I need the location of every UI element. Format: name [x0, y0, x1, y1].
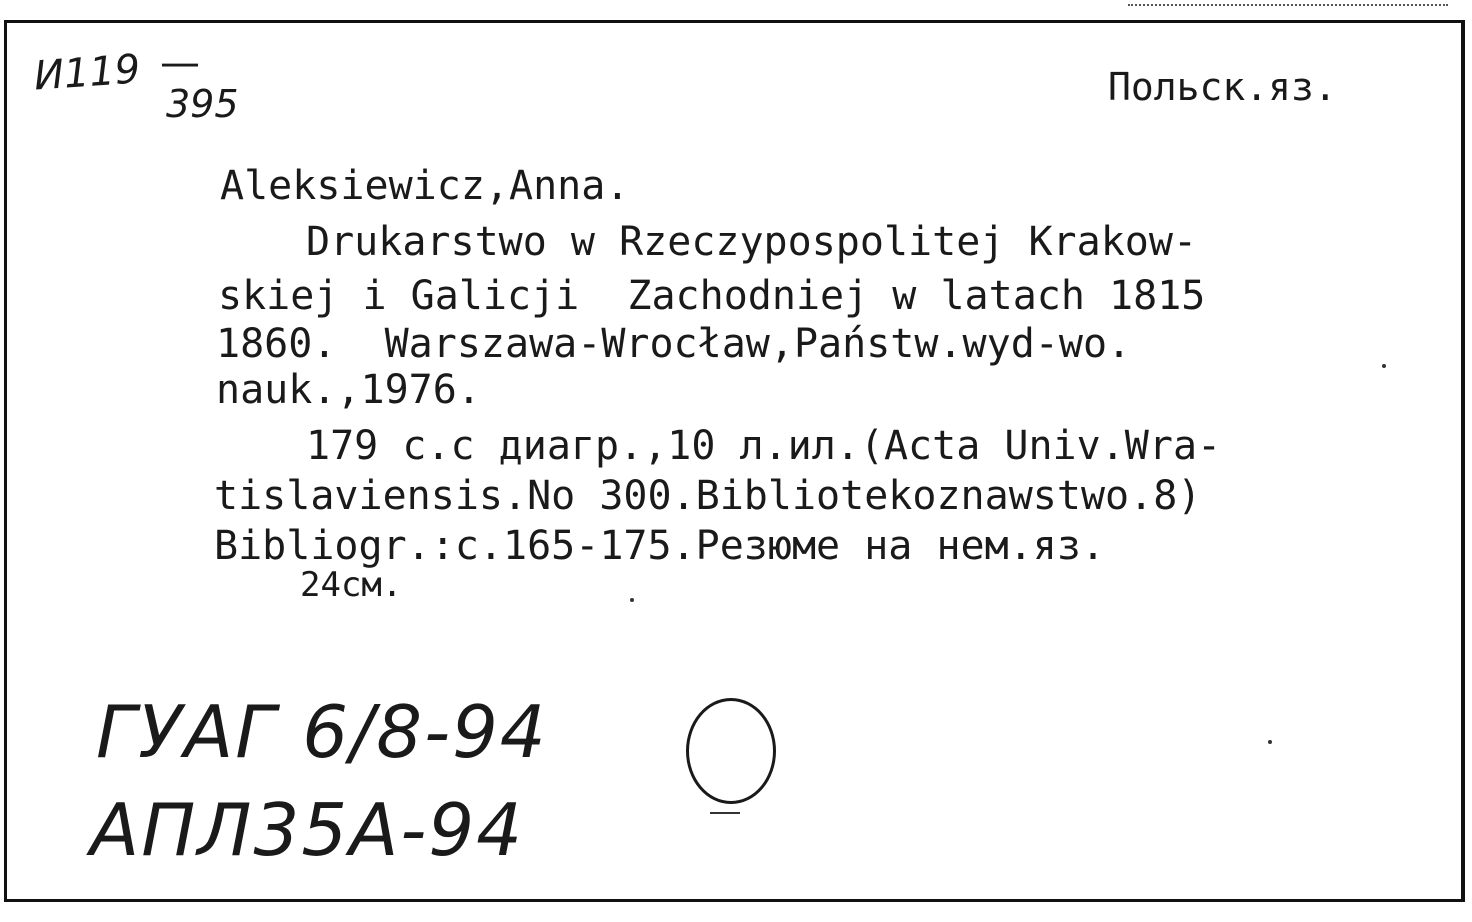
- card-top-edge-dots: [1128, 4, 1448, 6]
- stray-dot: [630, 598, 634, 602]
- title-line-1: Drukarstwo w Rzeczypospolitej Krakow-: [306, 219, 1198, 265]
- description-line-3: Bibliogr.:с.165-175.Резюме на нем.яз.: [214, 523, 1106, 569]
- language-note: Польск.яз.: [1108, 65, 1337, 109]
- stray-dot: [1268, 740, 1272, 744]
- handwritten-note-2: АПЛ35А-94: [90, 788, 525, 872]
- description-line-2: tislaviensis.No 300.Bibliotekoznawstwo.8): [214, 473, 1202, 519]
- call-number-fraction-line: —: [160, 40, 200, 86]
- description-line-4: 24см.: [300, 565, 403, 605]
- call-number-main: И119: [32, 46, 142, 100]
- title-line-4: nauk.,1976.: [216, 367, 481, 413]
- author-heading: Aleksiewicz,Anna.: [220, 163, 630, 209]
- stray-dot: [1382, 364, 1386, 368]
- handwritten-note-1: ГУАГ 6/8-94: [96, 690, 548, 774]
- call-number-denominator: 395: [166, 82, 239, 126]
- circle-mark: [686, 698, 776, 804]
- circle-underline: [710, 812, 740, 814]
- title-line-2: skiej i Galicji Zachodniej w latach 1815: [218, 273, 1206, 319]
- title-line-3: 1860. Warszawa-Wrocław,Państw.wyd-wo.: [216, 321, 1132, 367]
- description-line-1: 179 с.с диагр.,10 л.ил.(Acta Univ.Wra-: [306, 423, 1222, 469]
